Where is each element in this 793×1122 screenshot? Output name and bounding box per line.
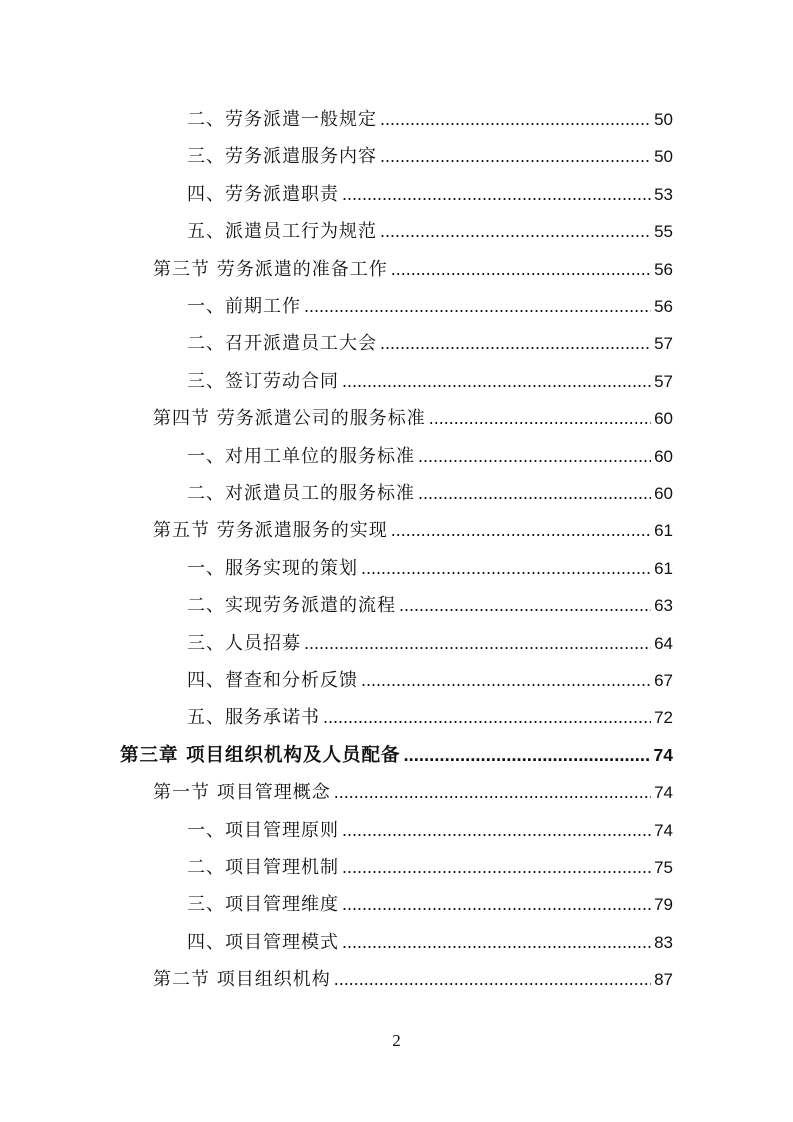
toc-entry-title: 第四节 劳务派遣公司的服务标准	[153, 408, 426, 430]
toc-entry[interactable]	[187, 216, 673, 246]
toc-dot-leader	[342, 889, 651, 919]
toc-entry-title: 五、派遣员工行为规范	[187, 221, 377, 243]
toc-entry-title: 一、对用工单位的服务标准	[187, 445, 415, 467]
toc-entry-page: 53	[654, 184, 673, 204]
toc-entry[interactable]	[187, 553, 673, 583]
toc-entry[interactable]	[187, 141, 673, 171]
toc-entry[interactable]	[187, 478, 673, 508]
toc-entry[interactable]	[153, 964, 673, 994]
toc-entry-page: 74	[653, 744, 673, 765]
toc-entry-title: 一、服务实现的策划	[187, 557, 358, 579]
toc-entry-page: 55	[654, 222, 673, 242]
toc-dot-leader	[380, 216, 651, 246]
toc-entry[interactable]	[153, 515, 673, 545]
toc-dot-leader	[399, 590, 651, 620]
toc-entry-title: 第三章 项目组织机构及人员配备	[120, 744, 401, 766]
toc-entry-page: 79	[654, 895, 673, 915]
toc-entry-title: 二、劳务派遣一般规定	[187, 109, 377, 130]
toc-dot-leader	[361, 665, 651, 695]
toc-entry[interactable]	[187, 441, 673, 471]
toc-entry-title: 四、督查和分析反馈	[187, 670, 358, 691]
toc-dot-leader	[361, 553, 651, 583]
toc-dot-leader	[342, 815, 651, 845]
toc-dot-leader	[342, 366, 651, 396]
toc-entry-page: 61	[654, 558, 673, 578]
toc-entry[interactable]	[187, 104, 673, 134]
toc-entry[interactable]	[120, 740, 673, 770]
toc-entry-title: 第三节 劳务派遣的准备工作	[153, 258, 388, 280]
toc-entry-title: 五、服务承诺书	[187, 707, 320, 729]
toc-dot-leader	[418, 441, 651, 471]
toc-entry[interactable]	[187, 927, 673, 957]
toc-entry-page: 87	[654, 970, 673, 990]
toc-entry-title: 一、项目管理原则	[187, 819, 339, 841]
toc-entry[interactable]	[187, 366, 673, 396]
toc-entry-page: 64	[654, 633, 673, 653]
toc-entry-page: 57	[654, 371, 673, 391]
toc-dot-leader	[418, 478, 651, 508]
toc-entry-title: 四、项目管理模式	[187, 931, 339, 953]
toc-entry-page: 56	[654, 259, 673, 279]
toc-entry[interactable]	[187, 328, 673, 358]
toc-entry-title: 二、实现劳务派遣的流程	[187, 595, 396, 617]
toc-entry-page: 60	[654, 446, 673, 466]
toc-entry-page: 74	[654, 820, 673, 840]
toc-entry[interactable]	[153, 403, 673, 433]
toc-entry-page: 74	[654, 783, 673, 803]
toc-entry-title: 二、召开派遣员工大会	[187, 333, 377, 355]
toc-entry-title: 四、劳务派遣职责	[187, 183, 339, 205]
toc-dot-leader	[304, 628, 651, 658]
toc-entry[interactable]	[187, 628, 673, 658]
toc-entry[interactable]	[187, 179, 673, 209]
toc-dot-leader	[342, 179, 651, 209]
toc-dot-leader	[380, 141, 651, 171]
toc-entry-page: 67	[654, 671, 673, 690]
toc-dot-leader	[391, 515, 651, 545]
toc-entry-page: 56	[654, 297, 673, 316]
toc-entry-title: 第一节 项目管理概念	[153, 782, 331, 804]
toc-entry[interactable]	[187, 291, 673, 321]
toc-entry[interactable]	[187, 665, 673, 695]
toc-entry-title: 第五节 劳务派遣服务的实现	[153, 520, 388, 542]
toc-entry[interactable]	[153, 254, 673, 284]
toc-dot-leader	[380, 328, 651, 358]
toc-entry-page: 83	[654, 932, 673, 952]
toc-dot-leader	[334, 777, 651, 807]
toc-entry-title: 三、劳务派遣服务内容	[187, 146, 377, 168]
toc-entry-page: 50	[654, 147, 673, 167]
page-number: 2	[392, 1031, 401, 1050]
toc-entry-page: 50	[654, 110, 673, 129]
toc-entry[interactable]	[187, 889, 673, 919]
toc-entry-page: 57	[654, 334, 673, 354]
toc-entry-page: 63	[654, 596, 673, 616]
toc-entry[interactable]	[153, 777, 673, 807]
toc-entry-page: 75	[654, 858, 673, 877]
toc-entry[interactable]	[187, 702, 673, 732]
toc-dot-leader	[429, 403, 651, 433]
toc-dot-leader	[304, 291, 651, 321]
toc-dot-leader	[323, 702, 651, 732]
toc-entry-page: 60	[654, 484, 673, 503]
toc-entry-title: 第二节 项目组织机构	[153, 969, 331, 991]
toc-dot-leader	[342, 852, 651, 882]
toc-entry[interactable]	[187, 815, 673, 845]
toc-entry-title: 二、对派遣员工的服务标准	[187, 483, 415, 504]
toc-entry-title: 一、前期工作	[187, 296, 301, 317]
toc-entry-page: 61	[654, 521, 673, 541]
toc-entry[interactable]	[187, 852, 673, 882]
toc-entry-title: 三、项目管理维度	[187, 894, 339, 916]
toc-dot-leader	[342, 927, 651, 957]
toc-dot-leader	[334, 964, 651, 994]
toc-dot-leader	[403, 740, 650, 770]
toc-entry-page: 60	[654, 409, 673, 429]
toc-entry-title: 二、项目管理机制	[187, 857, 339, 878]
toc-entry-title: 三、人员招募	[187, 632, 301, 654]
toc-entry[interactable]	[187, 590, 673, 620]
toc-entry-title: 三、签订劳动合同	[187, 370, 339, 392]
toc-dot-leader	[391, 254, 651, 284]
toc-dot-leader	[380, 104, 651, 134]
toc-entry-page: 72	[654, 708, 673, 728]
